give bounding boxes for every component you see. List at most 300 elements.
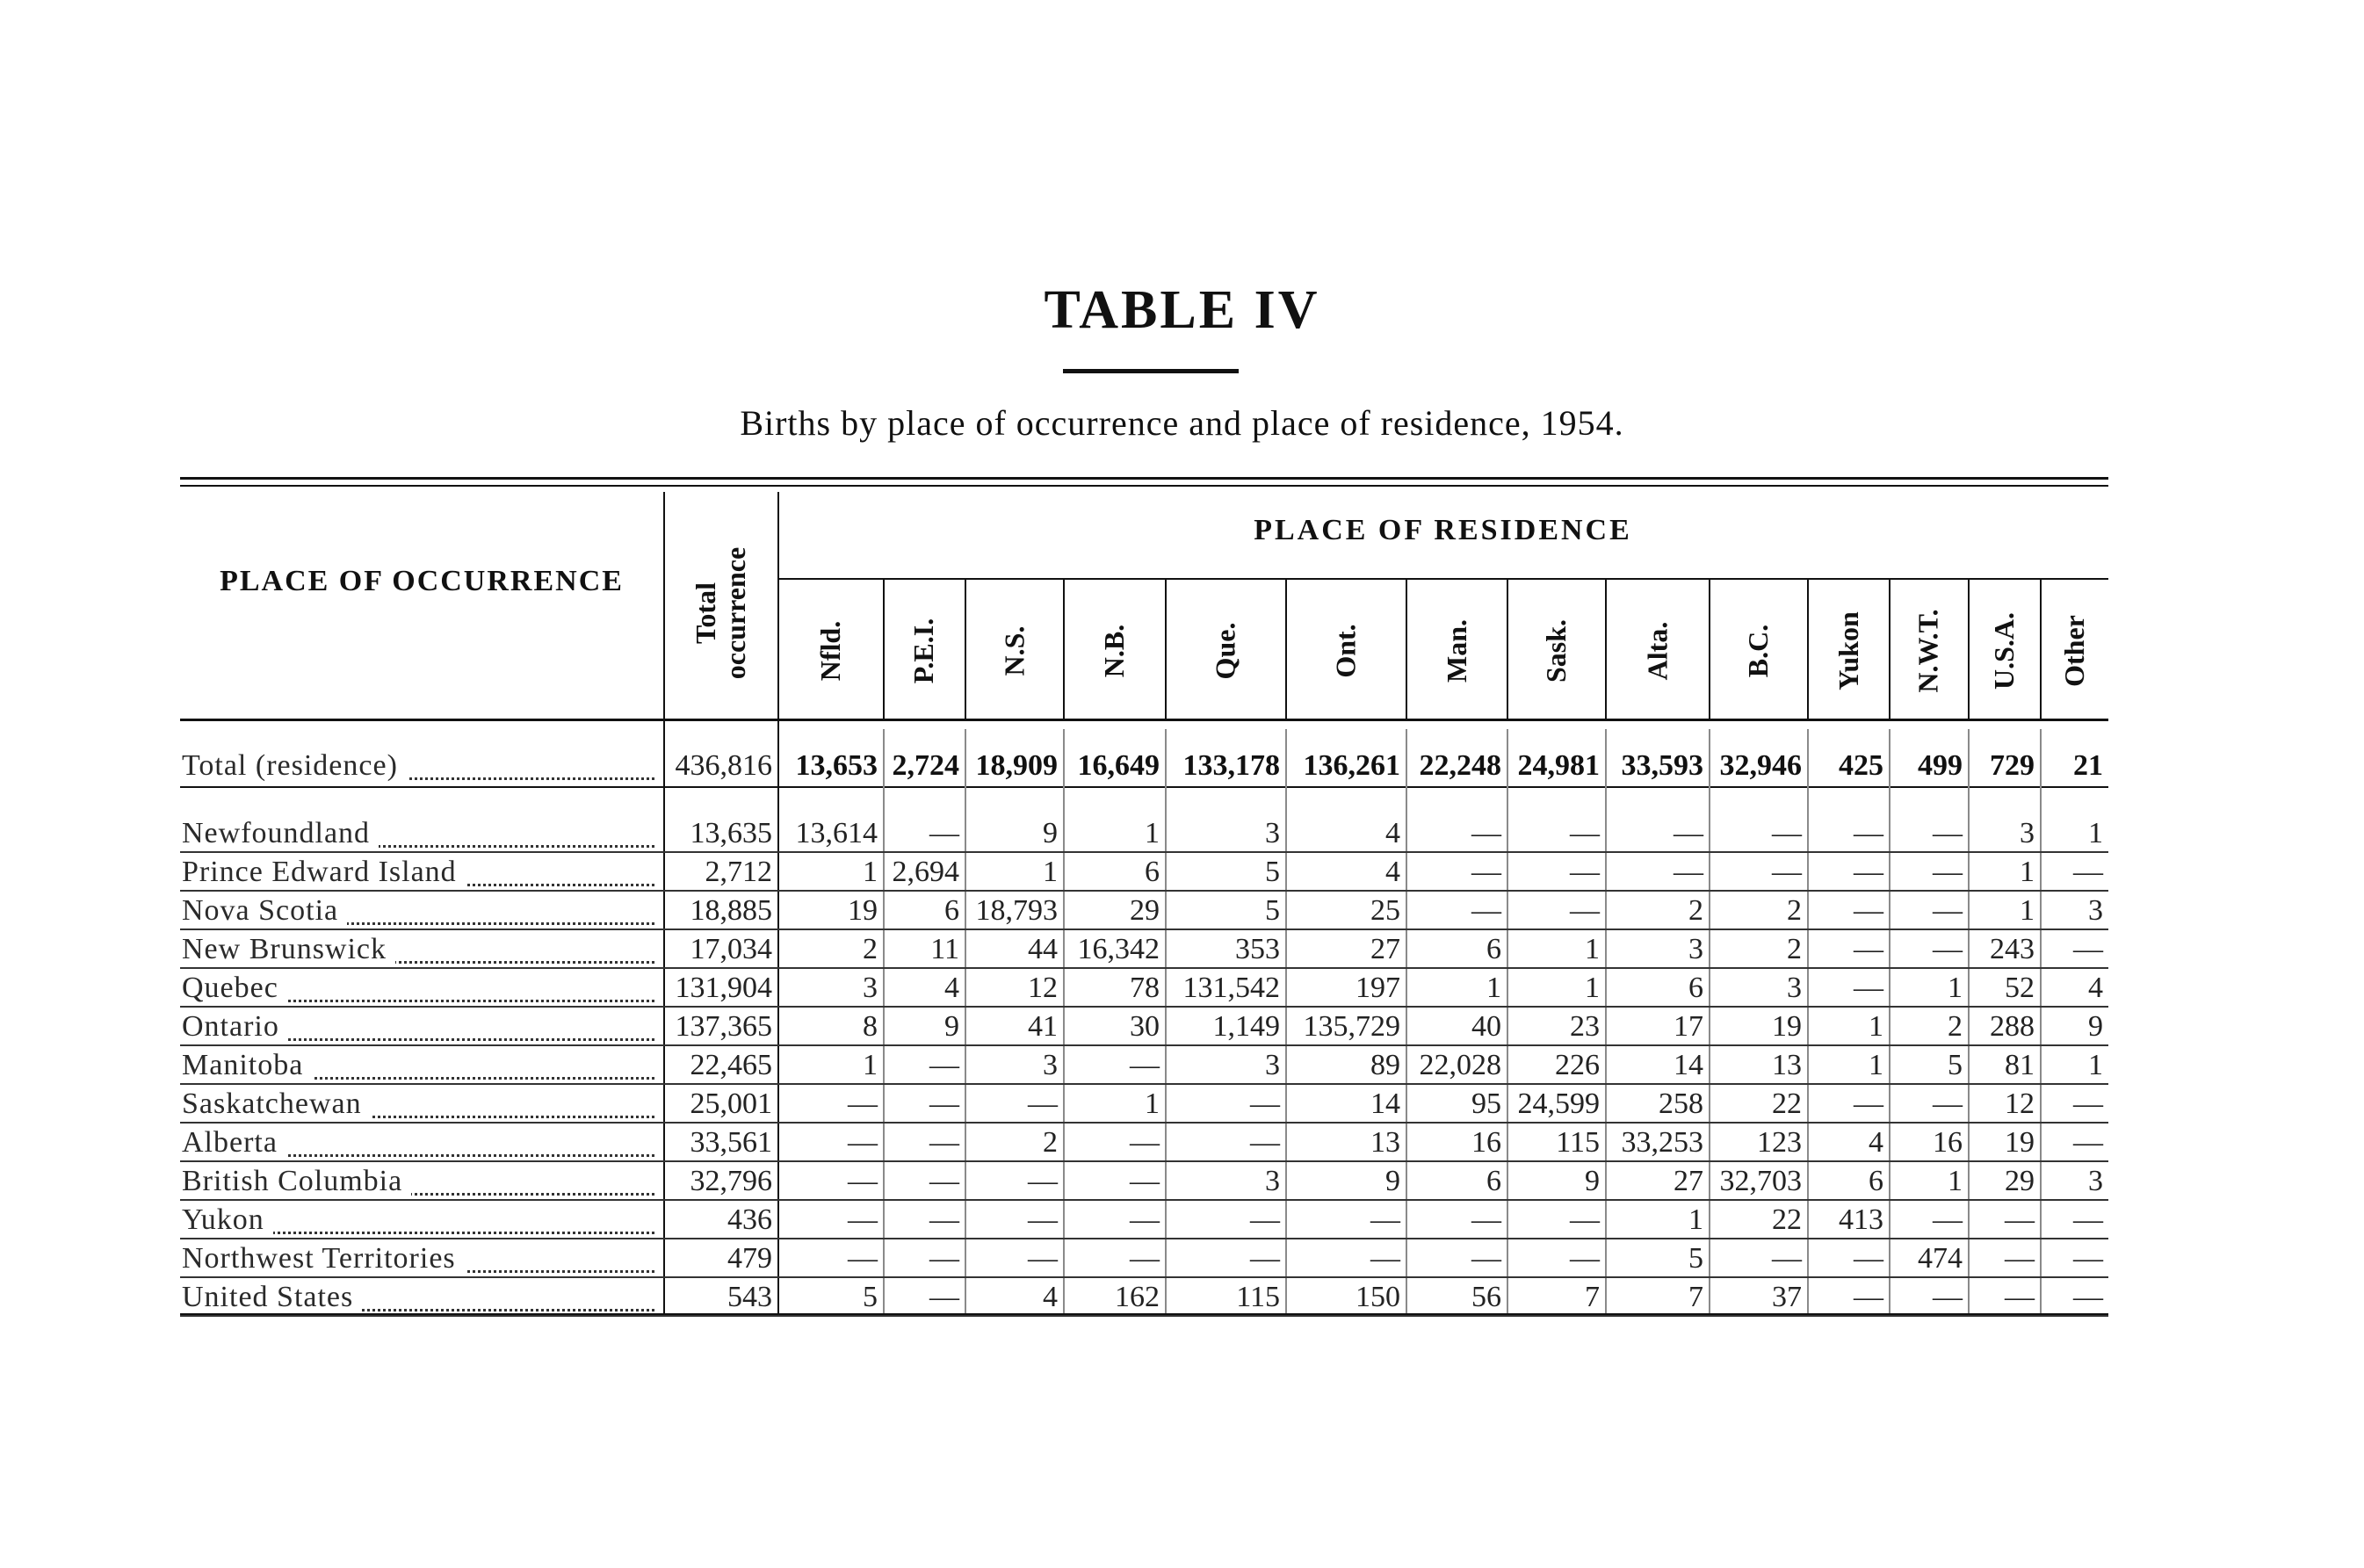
cell-que: 3 <box>1265 817 1280 849</box>
cell-sask: 24,599 <box>1517 1087 1600 1120</box>
cell-other: — <box>2073 1242 2103 1275</box>
cell-sask: 115 <box>1556 1126 1600 1159</box>
cell-total-occurrence: 33,561 <box>690 1126 772 1159</box>
cell-yukon: 425 <box>1839 749 1883 782</box>
cell-u-s-a: 19 <box>2005 1126 2035 1159</box>
cell-que: 115 <box>1236 1281 1280 1313</box>
cell-n-s: 4 <box>1043 1281 1058 1313</box>
column-header-n-b <box>1063 587 1165 714</box>
cell-b-c: 123 <box>1757 1126 1802 1159</box>
table-row <box>0 892 2364 930</box>
cell-u-s-a: 1 <box>2020 894 2035 927</box>
row-label <box>182 853 654 892</box>
table-row <box>0 1278 2364 1317</box>
cell-alta: — <box>1674 817 1703 849</box>
column-header-label: Sask. <box>1539 618 1572 683</box>
cell-p-e-i: 2,724 <box>892 749 959 782</box>
cell-man: 22,248 <box>1419 749 1501 782</box>
cell-sask: — <box>1570 817 1600 849</box>
cell-nfld: — <box>848 1165 878 1197</box>
row-label <box>182 1085 654 1124</box>
cell-u-s-a: 3 <box>2020 817 2035 849</box>
column-header-label: Alta. <box>1641 621 1673 680</box>
cell-b-c: 22 <box>1772 1203 1802 1236</box>
header-divider <box>1063 580 1065 719</box>
cell-ont: 25 <box>1370 894 1400 927</box>
cell-yukon: — <box>1854 894 1883 927</box>
column-header-label: Que. <box>1209 622 1241 679</box>
cell-p-e-i: 2,694 <box>892 856 959 888</box>
cell-yukon: 1 <box>1869 1010 1883 1043</box>
cell-alta: 2 <box>1688 894 1703 927</box>
row-label <box>182 1239 654 1278</box>
row-label <box>182 969 654 1008</box>
cell-n-s: 3 <box>1043 1049 1058 1081</box>
cell-man: — <box>1471 1203 1501 1236</box>
cell-n-w-t: 16 <box>1933 1126 1963 1159</box>
column-header-que <box>1165 587 1285 714</box>
column-header-label: U.S.A. <box>1988 611 2021 690</box>
column-header-label: B.C. <box>1741 624 1774 677</box>
column-header-label: N.S. <box>998 625 1030 676</box>
cell-nfld: 19 <box>848 894 878 927</box>
cell-ont: 9 <box>1385 1165 1400 1197</box>
column-header-alta <box>1605 587 1709 714</box>
cell-nfld: 3 <box>863 972 878 1004</box>
cell-alta: 33,253 <box>1621 1126 1703 1159</box>
cell-p-e-i: — <box>929 1281 959 1313</box>
cell-n-w-t: 474 <box>1918 1242 1963 1275</box>
cell-que: 353 <box>1235 933 1280 965</box>
cell-n-s: 44 <box>1028 933 1058 965</box>
cell-alta: 1 <box>1688 1203 1703 1236</box>
table-row <box>0 853 2364 892</box>
cell-sask: — <box>1570 1203 1600 1236</box>
table-row <box>0 1201 2364 1239</box>
cell-total-occurrence: 13,635 <box>690 817 772 849</box>
column-header-man <box>1406 587 1507 714</box>
cell-total-occurrence: 543 <box>727 1281 772 1313</box>
column-header-ont <box>1285 587 1406 714</box>
cell-ont: 27 <box>1370 933 1400 965</box>
cell-yukon: — <box>1854 972 1883 1004</box>
table-row <box>0 969 2364 1008</box>
cell-other: 3 <box>2088 1165 2103 1197</box>
header-divider <box>1889 580 1890 719</box>
cell-total-occurrence: 22,465 <box>690 1049 772 1081</box>
cell-sask: — <box>1570 856 1600 888</box>
cell-other: 9 <box>2088 1010 2103 1043</box>
cell-alta: 33,593 <box>1621 749 1703 782</box>
cell-n-w-t: — <box>1933 933 1963 965</box>
cell-p-e-i: — <box>929 1049 959 1081</box>
cell-ont: 136,261 <box>1303 749 1400 782</box>
cell-n-s: 9 <box>1043 817 1058 849</box>
cell-nfld: — <box>848 1203 878 1236</box>
cell-b-c: — <box>1772 856 1802 888</box>
cell-n-b: — <box>1130 1203 1160 1236</box>
total-row <box>0 747 2364 785</box>
row-label-text: Saskatchewan <box>182 1087 371 1120</box>
place-of-residence-header: PLACE OF RESIDENCE <box>1254 514 1632 546</box>
cell-n-b: 29 <box>1130 894 1160 927</box>
row-label-text: Quebec <box>182 972 287 1004</box>
header-divider <box>965 580 966 719</box>
cell-total-occurrence: 131,904 <box>675 972 772 1004</box>
cell-n-s: — <box>1028 1165 1058 1197</box>
header-divider <box>1285 580 1287 719</box>
cell-n-s: 18,909 <box>975 749 1058 782</box>
cell-p-e-i: — <box>929 1165 959 1197</box>
column-header-label: N.W.T. <box>1912 608 1945 693</box>
cell-u-s-a: 1 <box>2020 856 2035 888</box>
cell-n-w-t: — <box>1933 817 1963 849</box>
cell-yukon: 413 <box>1839 1203 1883 1236</box>
table-row <box>0 930 2364 969</box>
cell-total-occurrence: 25,001 <box>690 1087 772 1120</box>
cell-man: 95 <box>1471 1087 1501 1120</box>
cell-u-s-a: 81 <box>2005 1049 2035 1081</box>
cell-sask: 1 <box>1585 972 1600 1004</box>
cell-ont: — <box>1370 1203 1400 1236</box>
cell-b-c: 2 <box>1787 894 1802 927</box>
cell-p-e-i: — <box>929 1126 959 1159</box>
cell-other: 3 <box>2088 894 2103 927</box>
cell-que: — <box>1250 1242 1280 1275</box>
cell-n-w-t: — <box>1933 1087 1963 1120</box>
cell-sask: 1 <box>1585 933 1600 965</box>
cell-alta: 17 <box>1674 1010 1703 1043</box>
cell-b-c: 19 <box>1772 1010 1802 1043</box>
header-bottom-rule <box>180 719 2108 721</box>
cell-que: 5 <box>1265 894 1280 927</box>
cell-n-s: — <box>1028 1242 1058 1275</box>
cell-alta: 14 <box>1674 1049 1703 1081</box>
column-header-yukon <box>1807 587 1889 714</box>
cell-man: 6 <box>1486 933 1501 965</box>
cell-n-s: — <box>1028 1087 1058 1120</box>
cell-p-e-i: 4 <box>944 972 959 1004</box>
cell-total-occurrence: 17,034 <box>690 933 772 965</box>
header-divider <box>1709 580 1710 719</box>
cell-sask: 7 <box>1585 1281 1600 1313</box>
top-rule-2 <box>180 485 2108 487</box>
cell-nfld: 5 <box>863 1281 878 1313</box>
cell-n-b: — <box>1130 1165 1160 1197</box>
cell-nfld: — <box>848 1242 878 1275</box>
cell-other: 1 <box>2088 817 2103 849</box>
cell-alta: 7 <box>1688 1281 1703 1313</box>
cell-que: — <box>1250 1087 1280 1120</box>
cell-yukon: — <box>1854 1281 1883 1313</box>
cell-yukon: — <box>1854 933 1883 965</box>
cell-n-s: 2 <box>1043 1126 1058 1159</box>
cell-que: — <box>1250 1203 1280 1236</box>
cell-n-b: 78 <box>1130 972 1160 1004</box>
cell-p-e-i: — <box>929 1203 959 1236</box>
column-header-total-occurrence <box>663 509 777 716</box>
cell-other: — <box>2073 933 2103 965</box>
column-header-label: P.E.I. <box>907 618 940 683</box>
cell-n-b: — <box>1130 1049 1160 1081</box>
cell-n-b: 30 <box>1130 1010 1160 1043</box>
cell-alta: 3 <box>1688 933 1703 965</box>
column-header-n-w-t <box>1889 587 1968 714</box>
cell-other: — <box>2073 1203 2103 1236</box>
cell-b-c: 32,703 <box>1719 1165 1802 1197</box>
cell-alta: 6 <box>1688 972 1703 1004</box>
cell-n-b: 1 <box>1145 1087 1160 1120</box>
cell-b-c: 13 <box>1772 1049 1802 1081</box>
cell-sask: 9 <box>1585 1165 1600 1197</box>
cell-other: — <box>2073 856 2103 888</box>
cell-total-occurrence: 479 <box>727 1242 772 1275</box>
table-row <box>0 814 2364 853</box>
cell-total-occurrence: 32,796 <box>690 1165 772 1197</box>
row-label <box>182 892 654 930</box>
cell-ont: 13 <box>1370 1126 1400 1159</box>
cell-man: — <box>1471 856 1501 888</box>
cell-man: 40 <box>1471 1010 1501 1043</box>
cell-b-c: 3 <box>1787 972 1802 1004</box>
table-row <box>0 1008 2364 1046</box>
row-label-text: Alberta <box>182 1126 286 1159</box>
cell-man: 22,028 <box>1419 1049 1501 1081</box>
header-divider <box>1165 580 1167 719</box>
cell-other: — <box>2073 1087 2103 1120</box>
cell-n-b: 6 <box>1145 856 1160 888</box>
cell-b-c: 22 <box>1772 1087 1802 1120</box>
table-row <box>0 1085 2364 1124</box>
cell-n-b: 16,649 <box>1077 749 1160 782</box>
row-label-text: Manitoba <box>182 1049 312 1081</box>
total-row-rule <box>180 786 2108 788</box>
cell-ont: 4 <box>1385 817 1400 849</box>
column-header-sask <box>1507 587 1605 714</box>
row-label-text: British Columbia <box>182 1165 411 1197</box>
row-rule <box>180 1315 2108 1317</box>
cell-nfld: 2 <box>863 933 878 965</box>
row-label-text: Total (residence) <box>182 749 407 782</box>
cell-ont: — <box>1370 1242 1400 1275</box>
column-header-p-e-i <box>883 587 965 714</box>
cell-nfld: 1 <box>863 1049 878 1081</box>
cell-other: — <box>2073 1126 2103 1159</box>
table-row <box>0 1239 2364 1278</box>
cell-nfld: 1 <box>863 856 878 888</box>
cell-sask: — <box>1570 1242 1600 1275</box>
cell-ont: 89 <box>1370 1049 1400 1081</box>
cell-p-e-i: — <box>929 817 959 849</box>
cell-u-s-a: 288 <box>1990 1010 2035 1043</box>
cell-b-c: 2 <box>1787 933 1802 965</box>
cell-man: 16 <box>1471 1126 1501 1159</box>
header-divider <box>1406 580 1407 719</box>
row-label-text: Newfoundland <box>182 817 379 849</box>
header-divider <box>2040 580 2042 719</box>
cell-p-e-i: 9 <box>944 1010 959 1043</box>
cell-b-c: 32,946 <box>1719 749 1802 782</box>
row-label <box>182 1278 654 1317</box>
cell-alta: 258 <box>1659 1087 1703 1120</box>
cell-n-w-t: — <box>1933 1281 1963 1313</box>
row-label <box>182 1162 654 1201</box>
cell-yukon: 4 <box>1869 1126 1883 1159</box>
cell-yukon: — <box>1854 856 1883 888</box>
cell-que: 3 <box>1265 1165 1280 1197</box>
cell-que: 133,178 <box>1182 749 1280 782</box>
cell-man: 6 <box>1486 1165 1501 1197</box>
cell-alta: — <box>1674 856 1703 888</box>
cell-sask: — <box>1570 894 1600 927</box>
cell-man: 56 <box>1471 1281 1501 1313</box>
cell-n-b: 162 <box>1115 1281 1160 1313</box>
cell-n-b: — <box>1130 1126 1160 1159</box>
table-row <box>0 1162 2364 1201</box>
column-header-label: Nfld. <box>813 620 846 681</box>
place-of-occurrence-header: PLACE OF OCCURRENCE <box>220 565 624 597</box>
cell-ont: 14 <box>1370 1087 1400 1120</box>
column-header-other <box>2040 587 2108 714</box>
cell-u-s-a: 729 <box>1990 749 2035 782</box>
column-header-label: Yukon <box>1832 611 1864 690</box>
header-divider <box>1807 580 1809 719</box>
cell-que: 3 <box>1265 1049 1280 1081</box>
cell-p-e-i: — <box>929 1087 959 1120</box>
cell-sask: 24,981 <box>1517 749 1600 782</box>
row-label-text: New Brunswick <box>182 933 395 965</box>
cell-ont: 197 <box>1356 972 1400 1004</box>
column-header-label: Other <box>2058 614 2090 687</box>
cell-n-s: 1 <box>1043 856 1058 888</box>
header-divider <box>1507 580 1508 719</box>
row-label-text: Yukon <box>182 1203 273 1236</box>
cell-yukon: — <box>1854 1087 1883 1120</box>
row-label-text: United States <box>182 1281 362 1313</box>
cell-yukon: 6 <box>1869 1165 1883 1197</box>
row-label-text: Ontario <box>182 1010 288 1043</box>
cell-nfld: 8 <box>863 1010 878 1043</box>
cell-n-w-t: 1 <box>1948 972 1963 1004</box>
row-label <box>182 814 654 853</box>
column-header-label: N.B. <box>1097 624 1130 677</box>
cell-que: 5 <box>1265 856 1280 888</box>
column-header-label: Total occurrence <box>690 546 751 679</box>
cell-u-s-a: — <box>2005 1242 2035 1275</box>
cell-b-c: — <box>1772 1242 1802 1275</box>
cell-u-s-a: 52 <box>2005 972 2035 1004</box>
cell-other: — <box>2073 1281 2103 1313</box>
cell-u-s-a: 29 <box>2005 1165 2035 1197</box>
cell-total-occurrence: 436,816 <box>675 749 772 782</box>
top-rule-1 <box>180 477 2108 480</box>
row-label <box>182 1008 654 1046</box>
cell-n-w-t: — <box>1933 1203 1963 1236</box>
cell-total-occurrence: 137,365 <box>675 1010 772 1043</box>
cell-other: 4 <box>2088 972 2103 1004</box>
cell-man: 1 <box>1486 972 1501 1004</box>
cell-n-b: 1 <box>1145 817 1160 849</box>
cell-ont: 150 <box>1356 1281 1400 1313</box>
cell-n-b: 16,342 <box>1077 933 1160 965</box>
table-title: TABLE IV <box>1044 280 1320 340</box>
cell-yukon: — <box>1854 817 1883 849</box>
row-label <box>182 1124 654 1162</box>
table-subtitle: Births by place of occurrence and place of residence, 1954. <box>740 403 1624 443</box>
cell-nfld: — <box>848 1126 878 1159</box>
cell-n-s: 18,793 <box>975 894 1058 927</box>
cell-nfld: 13,653 <box>795 749 878 782</box>
cell-total-occurrence: 436 <box>727 1203 772 1236</box>
cell-n-w-t: 499 <box>1918 749 1963 782</box>
row-label <box>182 1046 654 1085</box>
cell-total-occurrence: 2,712 <box>705 856 772 888</box>
cell-b-c: 37 <box>1772 1281 1802 1313</box>
row-label <box>182 747 654 785</box>
cell-other: 1 <box>2088 1049 2103 1081</box>
cell-u-s-a: — <box>2005 1203 2035 1236</box>
cell-ont: 4 <box>1385 856 1400 888</box>
cell-yukon: 1 <box>1869 1049 1883 1081</box>
cell-man: — <box>1471 894 1501 927</box>
table-row <box>0 1046 2364 1085</box>
cell-man: — <box>1471 817 1501 849</box>
cell-alta: 5 <box>1688 1242 1703 1275</box>
cell-nfld: — <box>848 1087 878 1120</box>
cell-n-w-t: — <box>1933 894 1963 927</box>
cell-man: — <box>1471 1242 1501 1275</box>
header-divider <box>1605 580 1607 719</box>
column-header-n-s <box>965 587 1063 714</box>
row-label-text: Prince Edward Island <box>182 856 466 888</box>
cell-yukon: — <box>1854 1242 1883 1275</box>
residence-header-rule <box>777 578 2108 580</box>
column-header-nfld <box>777 587 883 714</box>
cell-p-e-i: 11 <box>930 933 959 965</box>
cell-n-w-t: 2 <box>1948 1010 1963 1043</box>
cell-ont: 135,729 <box>1303 1010 1400 1043</box>
cell-u-s-a: — <box>2005 1281 2035 1313</box>
column-header-label: Ont. <box>1329 623 1362 678</box>
column-header-u-s-a <box>1968 587 2040 714</box>
cell-b-c: — <box>1772 817 1802 849</box>
cell-sask: 23 <box>1570 1010 1600 1043</box>
cell-nfld: 13,614 <box>795 817 878 849</box>
cell-n-w-t: — <box>1933 856 1963 888</box>
row-label-text: Northwest Territories <box>182 1242 465 1275</box>
column-header-label: Man. <box>1440 618 1472 683</box>
header-divider <box>1968 580 1970 719</box>
header-divider <box>883 580 885 719</box>
cell-que: 131,542 <box>1182 972 1280 1004</box>
cell-u-s-a: 243 <box>1990 933 2035 965</box>
cell-n-s: — <box>1028 1203 1058 1236</box>
cell-u-s-a: 12 <box>2005 1087 2035 1120</box>
cell-n-s: 12 <box>1028 972 1058 1004</box>
cell-p-e-i: 6 <box>944 894 959 927</box>
cell-n-b: — <box>1130 1242 1160 1275</box>
cell-n-s: 41 <box>1028 1010 1058 1043</box>
cell-p-e-i: — <box>929 1242 959 1275</box>
row-label-text: Nova Scotia <box>182 894 347 927</box>
cell-other: 21 <box>2073 749 2103 782</box>
cell-que: 1,149 <box>1212 1010 1280 1043</box>
row-label <box>182 930 654 969</box>
cell-n-w-t: 1 <box>1948 1165 1963 1197</box>
row-label <box>182 1201 654 1239</box>
cell-alta: 27 <box>1674 1165 1703 1197</box>
column-header-b-c <box>1709 587 1807 714</box>
